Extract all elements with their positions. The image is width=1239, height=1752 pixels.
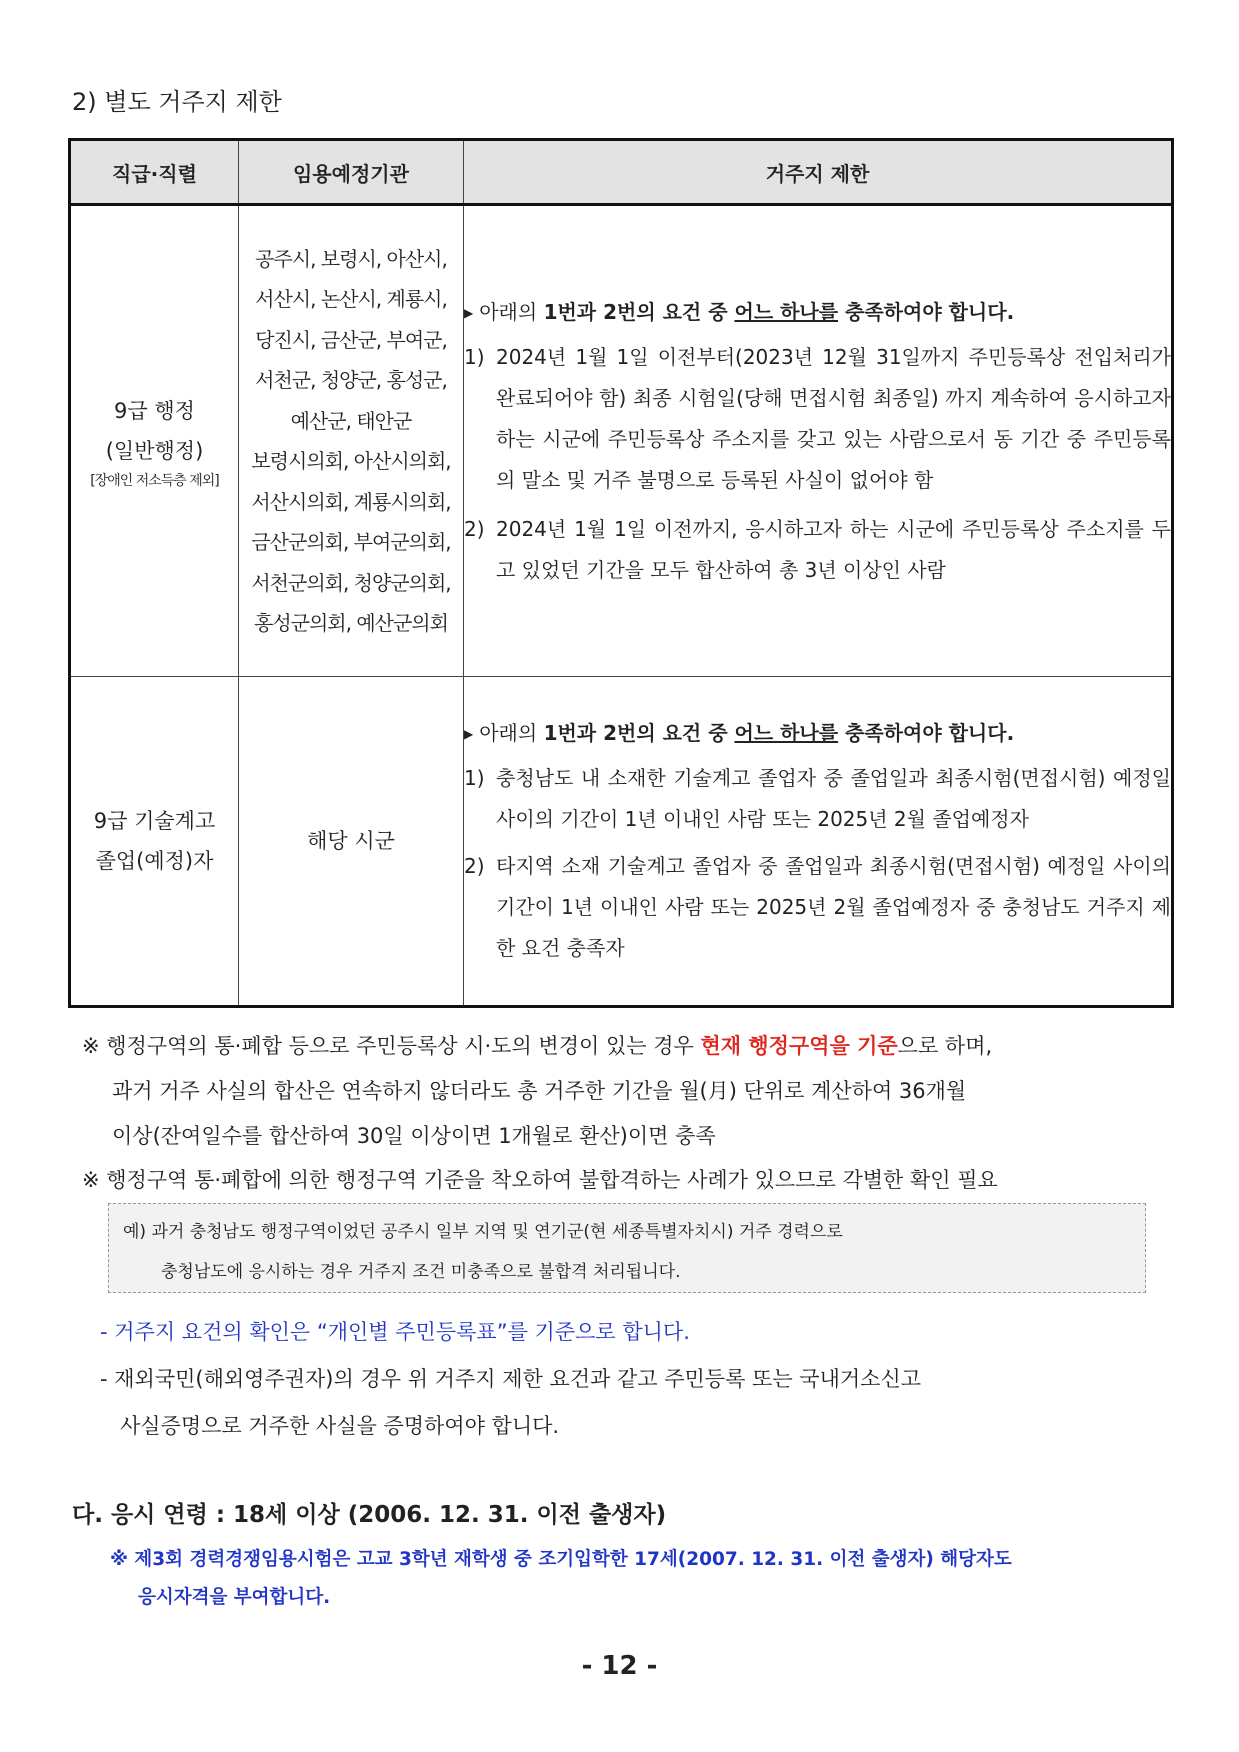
section-title: 2) 별도 거주지 제한 bbox=[72, 88, 282, 116]
agency-line: 서산시의회, 계룡시의회, bbox=[251, 489, 451, 514]
grade-cell bbox=[70, 205, 239, 677]
agency-cell bbox=[239, 205, 464, 677]
requirement-item: 1) 충청남도 내 소재한 기술계고 졸업자 중 졸업일과 최종시험(면접시험) 예정일 사이의 기간이 1년 이내인 사람 또는 2025년 2월 졸업예정자 bbox=[464, 766, 1171, 831]
agency-line: 서천군, 청양군, 홍성군, bbox=[255, 368, 447, 392]
table-row bbox=[70, 205, 1173, 677]
agency-line: 서산시, 논산시, 계룡시, bbox=[255, 287, 447, 311]
grade-line: 9급 행정 bbox=[114, 399, 195, 423]
overseas-note-line: - 재외국민(해외영주권자)의 경우 위 거주지 제한 요건과 같고 주민등록 또는 국내거소신고 bbox=[100, 1367, 922, 1391]
requirement-lead: ▶ 아래의 1번과 2번의 요건 중 어느 하나를 충족하여야 합니다. bbox=[464, 299, 1015, 324]
page-number: - 12 - bbox=[581, 1651, 658, 1681]
header-restriction: 거주지 제한 bbox=[464, 140, 1173, 205]
residence-check-note: - 거주지 요건의 확인은 “개인별 주민등록표”를 기준으로 합니다. bbox=[100, 1320, 690, 1344]
agency-cell: 해당 시군 bbox=[239, 677, 464, 1007]
grade-line: 졸업(예정)자 bbox=[95, 849, 214, 873]
grade-line: (일반행정) bbox=[105, 439, 204, 463]
note-line: 이상(잔여일수를 합산하여 30일 이상이면 1개월로 환산)이면 충족 bbox=[112, 1124, 716, 1148]
grade-cell bbox=[70, 677, 239, 1007]
age-section-title: 다. 응시 연령 : 18세 이상 (2006. 12. 31. 이전 출생자) bbox=[72, 1502, 667, 1528]
agency-line: 홍성군의회, 예산군의회 bbox=[254, 611, 448, 635]
requirement-lead: ▶ 아래의 1번과 2번의 요건 중 어느 하나를 충족하여야 합니다. bbox=[464, 721, 1015, 745]
overseas-note-line: 사실증명으로 거주한 사실을 증명하여야 합니다. bbox=[120, 1414, 560, 1438]
age-note-line: 응시자격을 부여합니다. bbox=[138, 1587, 331, 1608]
residence-restriction-table bbox=[68, 138, 1174, 1008]
table-row bbox=[70, 677, 1173, 1007]
example-box bbox=[108, 1203, 1146, 1293]
triangle-bullet-icon: ▶ bbox=[464, 727, 474, 741]
requirement-item: 1) 2024년 1월 1일 이전부터(2023년 12월 31일까지 주민등록상 전입처리가 완료되어야 함) 최종 시험일(당해 면접시험 최종일) 까지 계속하여 응시하고자 하는 시군에 주민등록상 주소지를 갖고 있는 사람으로서 동 기간 중 주민등록의 말소 및 거주 불명으로 등록된 사실이 없어야 함 bbox=[464, 344, 1171, 492]
example-line: 충청남도에 응시하는 경우 거주지 조건 미충족으로 불합격 처리됩니다. bbox=[161, 1262, 681, 1282]
grade-line: 9급 기술계고 bbox=[93, 809, 216, 833]
header-grade: 직급·직렬 bbox=[70, 140, 239, 205]
requirement-item: 2) 타지역 소재 기술계고 졸업자 중 졸업일과 최종시험(면접시험) 예정일 사이의 기간이 1년 이내인 사람 또는 2025년 2월 졸업예정자 중 충청남도 거주지 제한 요건 충족자 bbox=[464, 854, 1171, 960]
highlight-text: 현재 행정구역을 기준 bbox=[700, 1034, 898, 1058]
admin-merge-note bbox=[82, 1024, 1182, 1159]
restriction-cell bbox=[464, 677, 1173, 1007]
restriction-cell bbox=[464, 205, 1173, 677]
note-line: ※ 행정구역의 통·폐합 등으로 주민등록상 시·도의 변경이 있는 경우 현재 행정구역을 기준으로 하며, bbox=[82, 1034, 993, 1058]
agency-line: 서천군의회, 청양군의회, bbox=[251, 570, 451, 595]
table-header-row bbox=[70, 140, 1173, 205]
requirement-item: 2) 2024년 1월 1일 이전까지, 응시하고자 하는 시군에 주민등록상 주소지를 두고 있었던 기간을 모두 합산하여 총 3년 이상인 사람 bbox=[464, 516, 1171, 582]
agency-line: 당진시, 금산군, 부여군, bbox=[255, 327, 447, 352]
caution-note: ※ 행정구역 통·폐합에 의한 행정구역 기준을 착오하여 불합격하는 사례가 있으므로 각별한 확인 필요 bbox=[82, 1168, 998, 1192]
agency-line: 공주시, 보령시, 아산시, bbox=[255, 246, 447, 271]
header-agency: 임용예정기관 bbox=[239, 140, 464, 205]
grade-exclusion-note: [장애인 저소득층 제외] bbox=[90, 473, 219, 489]
triangle-bullet-icon: ▶ bbox=[464, 305, 474, 320]
age-note-line: ※ 제3회 경력경쟁임용시험은 고교 3학년 재학생 중 조기입학한 17세(2007. 12. 31. 이전 출생자) 해당자도 bbox=[110, 1549, 1012, 1570]
agency-line: 금산군의회, 부여군의회, bbox=[251, 530, 451, 554]
note-line: 과거 거주 사실의 합산은 연속하지 않더라도 총 거주한 기간을 월(月) 단위로 계산하여 36개월 bbox=[112, 1079, 967, 1103]
example-line: 예) 과거 충청남도 행정구역이었던 공주시 일부 지역 및 연기군(현 세종특별자치시) 거주 경력으로 bbox=[123, 1222, 843, 1242]
agency-line: 보령시의회, 아산시의회, bbox=[251, 449, 451, 473]
agency-line: 예산군, 태안군 bbox=[290, 408, 412, 433]
